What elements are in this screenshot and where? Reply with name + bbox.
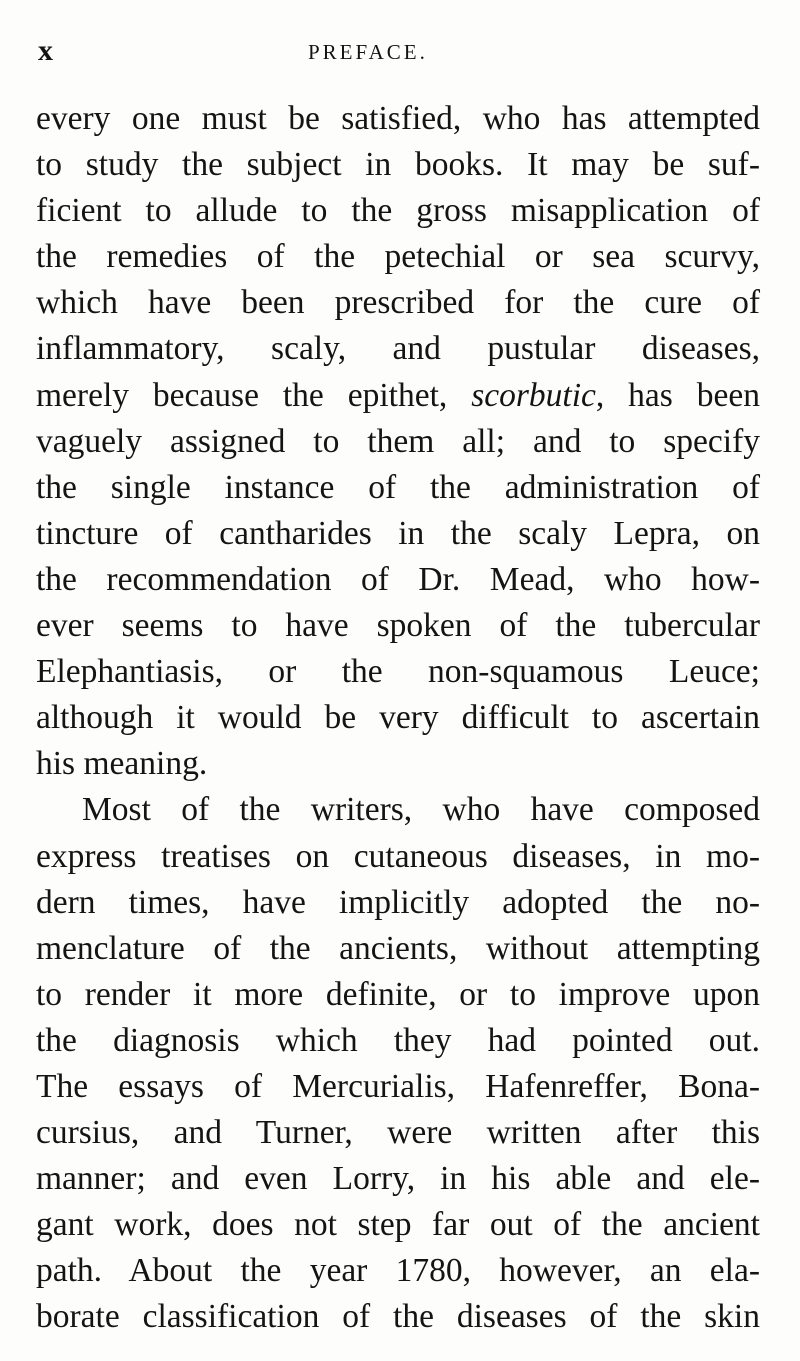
text-line: the recommendation of Dr. Mead, who how- (36, 560, 760, 598)
text-line: vaguely assigned to them all; and to specify (36, 422, 760, 460)
text-line: to study the subject in books. It may be suf- (36, 146, 760, 184)
text-line: cursius, and Turner, were written after this (36, 1114, 760, 1152)
text-line: the single instance of the administration of (36, 468, 760, 506)
text-line: which have been prescribed for the cure of (36, 284, 760, 322)
paragraph-end-line: his meaning. (36, 745, 208, 783)
page-number: x (38, 34, 54, 67)
text-line: ficient to allude to the gross misapplication of (36, 192, 760, 230)
text-line: The essays of Mercurialis, Hafenreffer, Bona- (36, 1067, 760, 1105)
running-head (38, 30, 760, 70)
running-title: PREFACE. (308, 40, 428, 64)
body-text (36, 96, 760, 1341)
text-line: Elephantiasis, or the non-squamous Leuce; (36, 653, 760, 691)
text-line: menclature of the ancients, without attempting (36, 929, 760, 967)
text-line: ever seems to have spoken of the tubercular (36, 607, 760, 645)
text-line: every one must be satisfied, who has attempted (36, 100, 760, 137)
text-line: the remedies of the petechial or sea scurvy, (36, 238, 760, 276)
text-line: inflammatory, scaly, and pustular diseases, (36, 330, 760, 368)
text-line: the diagnosis which they had pointed out. (36, 1021, 760, 1059)
paragraph-start-line: Most of the writers, who have composed (82, 791, 760, 829)
text-line: tincture of cantharides in the scaly Lepra, on (36, 514, 760, 552)
text-line: gant work, does not step far out of the ancient (36, 1206, 760, 1244)
text-line: dern times, have implicitly adopted the no- (36, 883, 760, 921)
text-line: merely because the epithet, scorbutic, has been (36, 376, 760, 414)
text-line: manner; and even Lorry, in his able and ele- (36, 1160, 760, 1198)
text-line: to render it more definite, or to improve upon (36, 975, 760, 1013)
text-line: although it would be very difficult to ascertain (36, 699, 760, 737)
text-line: express treatises on cutaneous diseases, in mo- (36, 837, 760, 875)
text-line: path. About the year 1780, however, an ela- (36, 1252, 760, 1290)
text-line: borate classification of the diseases of the skin (36, 1298, 760, 1336)
